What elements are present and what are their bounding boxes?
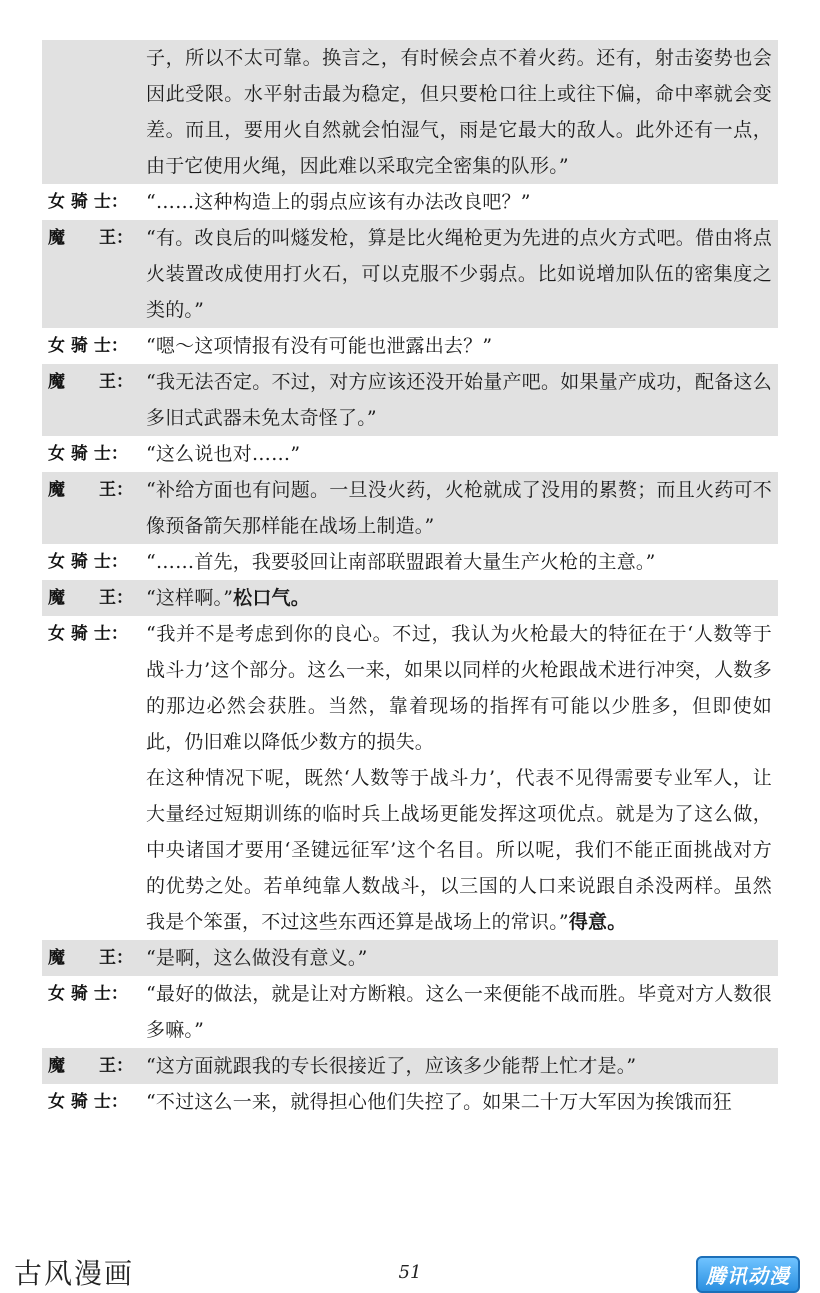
dialogue-paragraph	[146, 1084, 772, 1120]
dialogue-paragraph	[146, 580, 772, 616]
dialogue-text	[146, 436, 772, 472]
paragraph-text: “……首先，我要驳回让南部联盟跟着大量生产火枪的主意。”	[146, 551, 656, 573]
paragraph-text: “补给方面也有问题。一旦没火药，火枪就成了没用的累赘；而且火药可不像预备箭矢那样能在战场上制造。”	[146, 479, 772, 537]
paragraph-text: 在这种情况下呢，既然‘人数等于战斗力’，代表不见得需要专业军人，让大量经过短期训练的临时兵上战场更能发挥这项优点。就是为了这么做，中央诸国才要用‘圣键远征军’这个名目。所以呢，我们不能正面挑战对方的优势之处。若单纯靠人数战斗，以三国的人口来说跟自杀没两样。虽然我是个笨蛋，不过这些东西还算是战场上的常识。”	[146, 767, 772, 933]
speaker-label: 魔 王：	[48, 1056, 133, 1076]
dialogue-text	[146, 976, 772, 1048]
dialogue-list	[42, 40, 778, 1120]
dialogue-paragraph	[146, 1048, 772, 1084]
dialogue-row	[42, 220, 778, 328]
dialogue-paragraph	[146, 184, 772, 220]
dialogue-row	[42, 364, 778, 436]
speaker-label: 女 骑 士：	[48, 984, 128, 1004]
dialogue-row	[42, 616, 778, 940]
paragraph-text: “我并不是考虑到你的良心。不过，我认为火枪最大的特征在于‘人数等于战斗力’这个部分。这么一来，如果以同样的火枪跟战术进行冲突，人数多的那边必然会获胜。当然，靠着现场的指挥有可能以少胜多，但即使如此，仍旧难以降低少数方的损失。	[146, 623, 772, 753]
speaker-label: 魔 王：	[48, 480, 133, 500]
dialogue-text	[146, 472, 772, 544]
paragraph-text: “这么说也对……”	[146, 443, 301, 465]
speaker-label: 女 骑 士：	[48, 444, 128, 464]
dialogue-paragraph	[146, 544, 772, 580]
speaker-label: 女 骑 士：	[48, 192, 128, 212]
dialogue-text	[146, 184, 772, 220]
speaker-label: 魔 王：	[48, 228, 133, 248]
dialogue-text	[146, 220, 772, 328]
paragraph-text: “嗯～这项情报有没有可能也泄露出去？”	[146, 335, 493, 357]
paragraph-text: “……这种构造上的弱点应该有办法改良吧？”	[146, 191, 531, 213]
dialogue-row	[42, 1048, 778, 1084]
speaker-label: 女 骑 士：	[48, 624, 128, 644]
dialogue-row	[42, 940, 778, 976]
speaker-label: 女 骑 士：	[48, 336, 128, 356]
paragraph-text: “是啊，这么做没有意义。”	[146, 947, 368, 969]
dialogue-row	[42, 580, 778, 616]
dialogue-text	[146, 544, 772, 580]
paragraph-text: “不过这么一来，就得担心他们失控了。如果二十万大军因为挨饿而狂	[146, 1091, 732, 1113]
watermark-logo: 腾讯动漫	[696, 1256, 800, 1293]
dialogue-paragraph	[146, 40, 772, 184]
dialogue-row	[42, 436, 778, 472]
paragraph-text: “这样啊。”	[146, 587, 234, 609]
dialogue-paragraph	[146, 760, 772, 940]
dialogue-paragraph	[146, 616, 772, 760]
dialogue-row	[42, 328, 778, 364]
dialogue-text	[146, 580, 772, 616]
dialogue-text	[146, 1084, 772, 1120]
dialogue-row	[42, 544, 778, 580]
speaker-label: 魔 王：	[48, 588, 133, 608]
dialogue-text	[146, 616, 772, 940]
page-number: 51	[398, 1262, 422, 1283]
speaker-label: 女 骑 士：	[48, 552, 128, 572]
stage-direction: 松口气。	[233, 587, 310, 609]
paragraph-text: “有。改良后的叫燧发枪，算是比火绳枪更为先进的点火方式吧。借由将点火装置改成使用打火石，可以克服不少弱点。比如说增加队伍的密集度之类的。”	[146, 227, 772, 321]
dialogue-paragraph	[146, 328, 772, 364]
dialogue-paragraph	[146, 472, 772, 544]
dialogue-paragraph	[146, 436, 772, 472]
paragraph-text: “这方面就跟我的专长很接近了，应该多少能帮上忙才是。”	[146, 1055, 637, 1077]
dialogue-paragraph	[146, 220, 772, 328]
dialogue-text	[146, 364, 772, 436]
dialogue-text	[146, 40, 772, 184]
dialogue-text	[146, 1048, 772, 1084]
dialogue-paragraph	[146, 364, 772, 436]
dialogue-paragraph	[146, 940, 772, 976]
dialogue-row	[42, 976, 778, 1048]
speaker-label: 魔 王：	[48, 372, 133, 392]
brand-logo: 古风漫画	[14, 1257, 135, 1290]
speaker-label: 魔 王：	[48, 948, 133, 968]
dialogue-row	[42, 184, 778, 220]
dialogue-paragraph	[146, 976, 772, 1048]
dialogue-row	[42, 1084, 778, 1120]
paragraph-text: “最好的做法，就是让对方断粮。这么一来便能不战而胜。毕竟对方人数很多嘛。”	[146, 983, 772, 1041]
stage-direction: 得意。	[568, 911, 627, 933]
paragraph-text: “我无法否定。不过，对方应该还没开始量产吧。如果量产成功，配备这么多旧式武器未免太奇怪了。”	[146, 371, 772, 429]
dialogue-row	[42, 472, 778, 544]
speaker-label: 女 骑 士：	[48, 1092, 128, 1112]
paragraph-text: 子，所以不太可靠。换言之，有时候会点不着火药。还有，射击姿势也会因此受限。水平射击最为稳定，但只要枪口往上或往下偏，命中率就会变差。而且，要用火自然就会怕湿气，雨是它最大的敌人。此外还有一点，由于它使用火绳，因此难以采取完全密集的队形。”	[146, 47, 772, 177]
dialogue-text	[146, 940, 772, 976]
dialogue-text	[146, 328, 772, 364]
dialogue-row	[42, 40, 778, 184]
